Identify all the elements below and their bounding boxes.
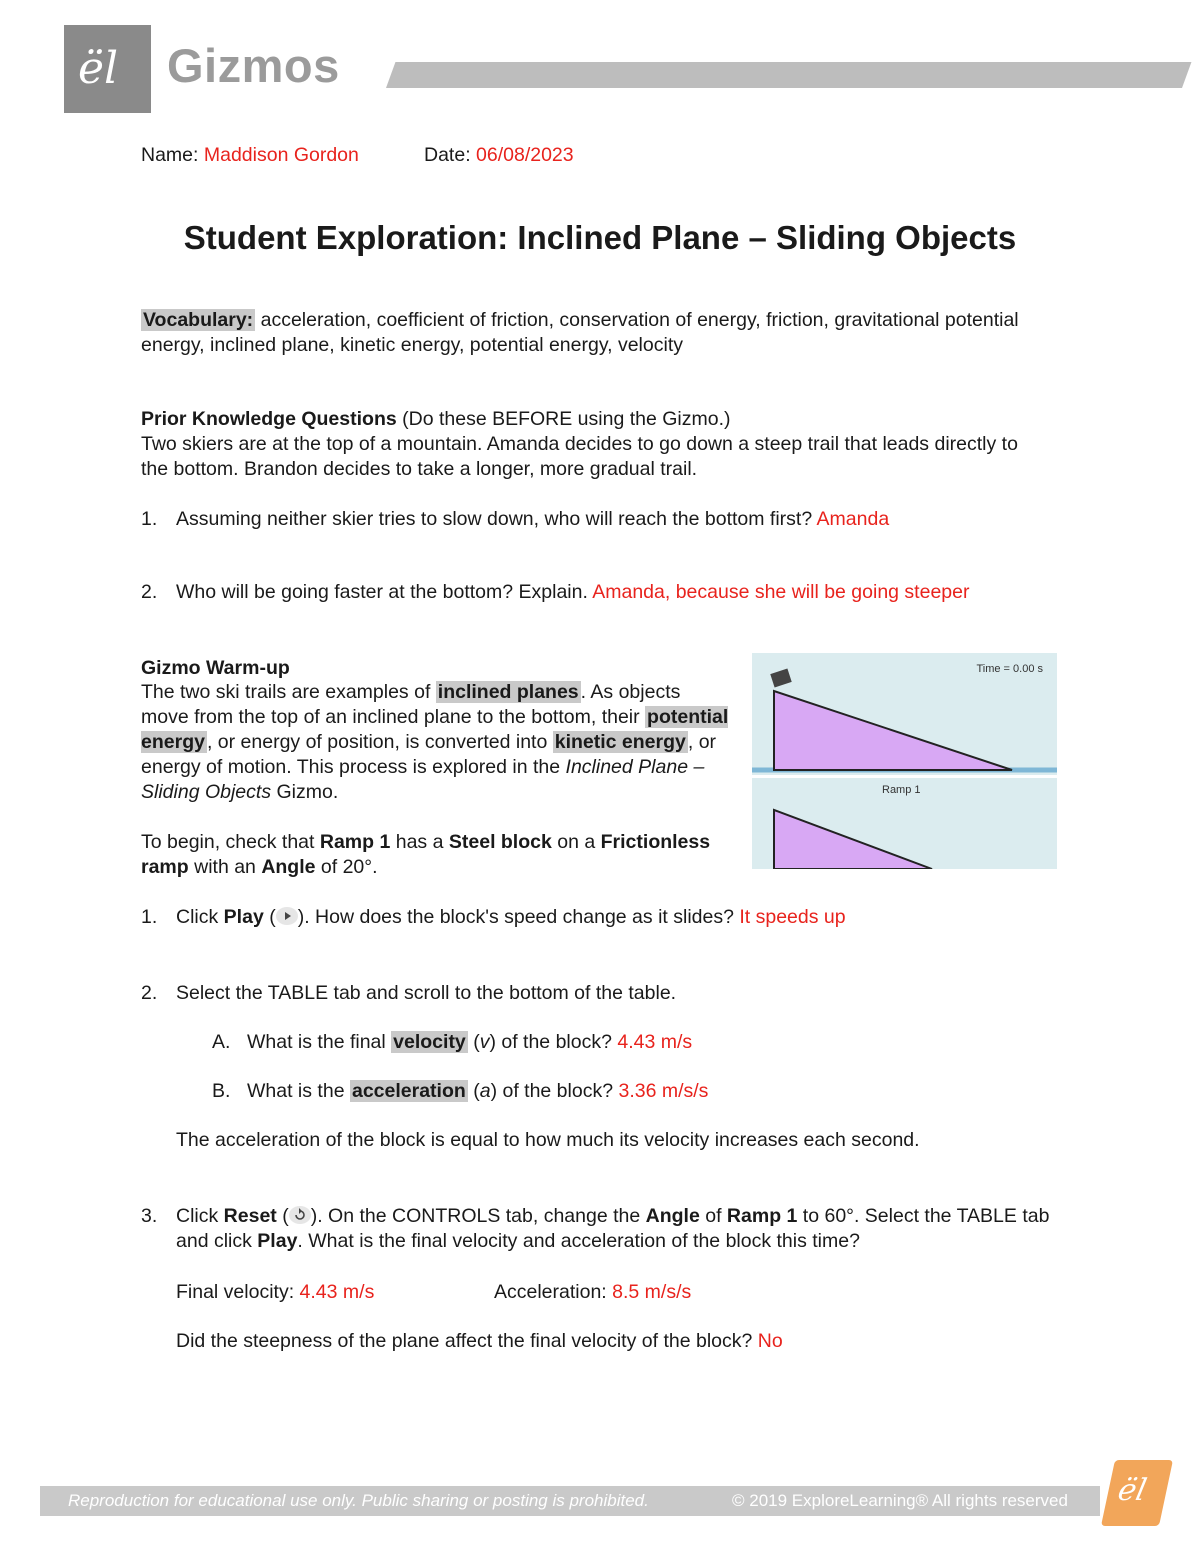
gizmos-logo-text: Gizmos <box>167 39 340 92</box>
question-number: 1. <box>141 508 158 530</box>
step-number: 2. <box>141 982 158 1004</box>
step-number: 1. <box>141 906 158 928</box>
logo-glyph: ël <box>78 43 119 94</box>
term-potential-energy: potential energy <box>141 706 729 754</box>
reset-icon <box>289 1206 311 1224</box>
text: has a <box>390 831 449 853</box>
ramp-label: Ramp 1 <box>882 784 921 796</box>
ramp-2-incline <box>774 810 932 869</box>
text: . As objects move from the top of an inclined plane to the bottom, their <box>141 681 681 729</box>
sub-letter: B. <box>212 1080 231 1102</box>
answer: Amanda, because she will be going steeper <box>592 581 970 603</box>
term-kinetic-energy: kinetic energy <box>554 731 686 754</box>
text: ) of the block? <box>489 1031 612 1053</box>
prior-heading <box>141 407 1041 432</box>
warmup-heading: Gizmo Warm-up <box>141 657 290 679</box>
acceleration-label: Acceleration: <box>494 1281 607 1303</box>
answer: 4.43 m/s <box>617 1031 693 1053</box>
term-acceleration: acceleration <box>351 1080 466 1102</box>
explorelearning-logo-icon <box>1101 1460 1173 1526</box>
gizmos-logo-icon <box>64 25 151 113</box>
step-2 <box>141 981 1091 1006</box>
footer-notice: Reproduction for educational use only. Public sharing or posting is prohibited. <box>68 1491 649 1510</box>
text: ) of the block? <box>490 1080 614 1102</box>
footer-logo-glyph: ël <box>1114 1473 1150 1508</box>
frictionless-ramp: Frictionless ramp <box>141 831 711 879</box>
prior-question-2 <box>141 580 1091 605</box>
text: Click <box>176 906 224 928</box>
ramp-diagram <box>752 653 1057 869</box>
answer: 3.36 m/s/s <box>618 1080 709 1102</box>
text: Gizmo. <box>271 781 339 804</box>
text: with an <box>188 856 262 879</box>
variable: a <box>479 1080 491 1102</box>
text: , or energy of position, is converted into <box>206 731 553 754</box>
panel-divider <box>752 775 1057 778</box>
warmup-setup <box>141 830 731 880</box>
text: To begin, check that <box>141 831 320 853</box>
final-velocity-label: Final velocity: <box>176 1281 295 1303</box>
question-number: 2. <box>141 581 158 603</box>
date-value: 06/08/2023 <box>476 144 574 166</box>
play-term: Play <box>257 1229 298 1252</box>
step-number: 3. <box>141 1205 158 1227</box>
footer-copyright: © 2019 ExploreLearning® All rights reserved <box>732 1491 1068 1510</box>
text: Select the TABLE tab and scroll to the bottom of the table. <box>176 982 677 1004</box>
header-bar <box>386 62 1191 88</box>
text: What is the final <box>247 1031 392 1053</box>
prior-heading-note: (Do these BEFORE using the Gizmo.) <box>402 408 731 430</box>
text: to 60°. Select the TABLE tab and click <box>176 1205 1050 1252</box>
name-label: Name: <box>141 144 199 166</box>
vocabulary <box>141 308 1041 358</box>
play-icon <box>276 907 298 925</box>
name-value: Maddison Gordon <box>203 144 359 166</box>
ramp-name: Ramp 1 <box>726 1205 798 1227</box>
step-3 <box>141 1204 1061 1254</box>
final-velocity <box>176 1280 374 1305</box>
question-text: Assuming neither skier tries to slow down, who will reach the bottom first? <box>176 508 813 530</box>
date-info <box>424 143 574 168</box>
gizmo-name: Inclined Plane – Sliding Objects <box>141 756 705 804</box>
answer: Amanda <box>816 508 890 530</box>
question-text: Did the steepness of the plane affect the final velocity of the block? <box>176 1330 753 1352</box>
angle-term: Angle <box>261 856 316 879</box>
step-2b <box>212 1079 1092 1104</box>
steel-block: Steel block <box>448 831 552 853</box>
text: of 20°. <box>315 856 378 879</box>
step-2a <box>212 1030 1092 1055</box>
text: ( <box>467 1031 480 1053</box>
prior-heading-title: Prior Knowledge Questions <box>141 408 397 430</box>
acceleration <box>494 1280 691 1305</box>
text: . What is the final velocity and acceleration of the block this time? <box>297 1229 860 1252</box>
reset-term: Reset <box>223 1205 277 1227</box>
text: ). On the CONTROLS tab, change the <box>310 1205 646 1227</box>
ramp-name: Ramp 1 <box>319 831 391 853</box>
text: ( <box>467 1080 480 1102</box>
prior-question-1 <box>141 507 1091 532</box>
text: Click <box>176 1205 224 1227</box>
prior-intro: Two skiers are at the top of a mountain. Amanda decides to go down a steep trail that leads directly to the bottom. Brandon decides to take a longer, more gradual trail. <box>141 433 1018 480</box>
text: What is the <box>247 1080 350 1102</box>
text: ( <box>263 906 276 928</box>
vocabulary-label: Vocabulary: <box>143 309 254 331</box>
student-info <box>141 143 359 168</box>
term-inclined-planes: inclined planes <box>437 681 579 703</box>
steepness-question <box>176 1329 1076 1354</box>
text: on a <box>551 831 601 853</box>
step-1 <box>141 905 1091 930</box>
text: The two ski trails are examples of <box>141 681 436 703</box>
warmup-paragraph <box>141 680 731 805</box>
acceleration-value: 8.5 m/s/s <box>612 1281 692 1303</box>
angle-term: Angle <box>645 1205 700 1227</box>
text: ). How does the block's speed change as it slides? <box>297 906 734 928</box>
question-text: Who will be going faster at the bottom? Explain. <box>176 581 588 603</box>
date-label: Date: <box>424 144 471 166</box>
answer: No <box>757 1330 783 1352</box>
variable: v <box>479 1031 490 1053</box>
play-term: Play <box>223 906 264 928</box>
page-title: Student Exploration: Inclined Plane – Sliding Objects <box>183 219 1017 256</box>
inclined-plane-figure <box>752 653 1057 869</box>
answer: It speeds up <box>739 906 846 928</box>
sub-letter: A. <box>212 1031 231 1053</box>
term-velocity: velocity <box>393 1031 466 1053</box>
acceleration-note: The acceleration of the block is equal to how much its velocity increases each second. <box>176 1129 920 1151</box>
text: ( <box>276 1205 289 1227</box>
final-velocity-value: 4.43 m/s <box>299 1281 375 1303</box>
time-label: Time = 0.00 s <box>976 663 1043 675</box>
text: , or energy of motion. This process is explored in the <box>141 731 717 779</box>
text: of <box>699 1205 727 1227</box>
vocabulary-text: acceleration, coefficient of friction, conservation of energy, friction, gravitational potential energy, inclined plane, kinetic energy, potential energy, velocity <box>141 309 1019 356</box>
